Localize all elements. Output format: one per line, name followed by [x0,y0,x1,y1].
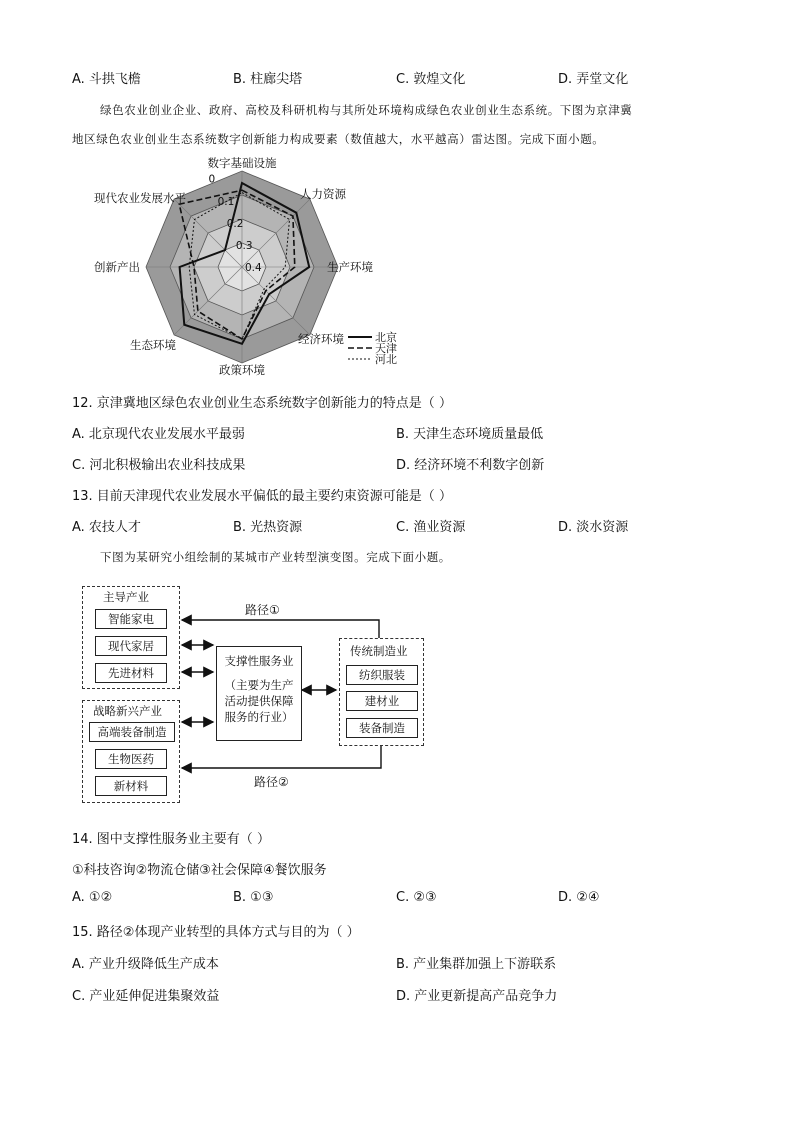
radar-axis-label: 生态环境 [130,338,176,352]
strategic-industry-group [82,700,180,803]
radar-axis-label: 政策环境 [219,363,265,377]
legend-label: 河北 [375,353,397,366]
intro1-line2: 地区绿色农业创业生态系统数字创新能力构成要素（数值越大，水平越高）雷达图。完成下面小题。 [72,132,605,146]
q14-sub: ①科技咨询②物流仓储③社会保障④餐饮服务 [72,863,327,878]
q14-stem: 14. 图中支撑性服务业主要有（ ） [72,832,270,847]
q13-option-c[interactable]: C. 渔业资源 [396,520,466,535]
main-item: 智能家电 [95,609,167,629]
traditional-item: 装备制造 [346,718,418,738]
strategic-industry-title: 战略新兴产业 [93,704,162,718]
q11-option-a[interactable]: A. 斗拱飞檐 [72,72,141,87]
main-industry-group [82,586,180,689]
radar-axis-label: 经济环境 [298,332,344,346]
q15-option-c[interactable]: C. 产业延伸促进集聚效益 [72,989,220,1004]
q12-option-b[interactable]: B. 天津生态环境质量最低 [396,427,544,442]
path1-arrow [182,620,379,638]
intro1-line1: 绿色农业创业企业、政府、高校及科研机构与其所处环境构成绿色农业创业生态系统。下图为京津冀 [100,103,633,117]
q12-option-d[interactable]: D. 经济环境不利数字创新 [396,458,545,473]
desc-line: （主要为生产 [224,678,294,692]
q14-option-b[interactable]: B. ①③ [233,890,274,905]
radar-axis-label: 生产环境 [327,260,373,274]
q13-stem: 13. 目前天津现代农业发展水平偏低的最主要约束资源可能是（ ） [72,489,452,504]
main-item: 先进材料 [95,663,167,683]
traditional-industry-title: 传统制造业 [350,644,408,658]
desc-line: 服务的行业） [224,710,294,724]
q15-option-a[interactable]: A. 产业升级降低生产成本 [72,957,219,972]
strategic-item: 高端装备制造 [89,722,175,742]
main-industry-title: 主导产业 [103,590,149,604]
q11-option-c[interactable]: C. 敦煌文化 [396,72,466,87]
q15-stem: 15. 路径②体现产业转型的具体方式与目的为（ ） [72,925,360,940]
radar-tick-label: 0.3 [235,239,253,252]
radar-tick-label: 0.4 [245,262,262,274]
strategic-item: 新材料 [95,776,167,796]
traditional-industry-group [339,638,424,746]
path2-label: 路径② [254,775,289,789]
q15-option-b[interactable]: B. 产业集群加强上下游联系 [396,957,557,972]
radar-tick-label: 0.1 [217,195,235,208]
desc-line: 活动提供保障 [224,694,294,708]
q11-option-d[interactable]: D. 弄堂文化 [558,72,629,87]
radar-chart [60,150,420,385]
q11-option-b[interactable]: B. 柱廊尖塔 [233,72,303,87]
q12-option-c[interactable]: C. 河北积极输出农业科技成果 [72,458,246,473]
strategic-item: 生物医药 [95,749,167,769]
q13-option-b[interactable]: B. 光热资源 [233,520,303,535]
radar-tick-label: 0.2 [226,217,244,230]
radar-axis-label: 人力资源 [300,187,346,201]
path2-arrow [182,745,381,768]
radar-axis-label: 数字基础设施 [207,156,277,170]
support-service-title: 支撑性服务业 [224,654,294,668]
q13-option-a[interactable]: A. 农技人才 [72,520,141,535]
path1-label: 路径① [245,603,280,617]
main-item: 现代家居 [95,636,167,656]
traditional-item: 建材业 [346,691,418,711]
q13-option-d[interactable]: D. 淡水资源 [558,520,629,535]
radar-tick-label: 0 [208,173,216,186]
q12-stem: 12. 京津冀地区绿色农业创业生态系统数字创新能力的特点是（ ） [72,396,452,411]
radar-axis-label: 现代农业发展水平 [94,191,186,205]
support-service-box [216,646,302,741]
intro2: 下图为某研究小组绘制的某城市产业转型演变图。完成下面小题。 [100,550,451,564]
legend-label: 天津 [375,342,397,355]
q15-option-d[interactable]: D. 产业更新提高产品竞争力 [396,989,558,1004]
radar-axis-label: 创新产出 [94,260,140,274]
q14-option-c[interactable]: C. ②③ [396,890,437,905]
q14-option-a[interactable]: A. ①② [72,890,113,905]
support-service-desc [217,677,301,725]
legend-label: 北京 [375,331,397,344]
q14-option-d[interactable]: D. ②④ [558,890,600,905]
q12-option-a[interactable]: A. 北京现代农业发展水平最弱 [72,427,245,442]
traditional-item: 纺织服装 [346,665,418,685]
